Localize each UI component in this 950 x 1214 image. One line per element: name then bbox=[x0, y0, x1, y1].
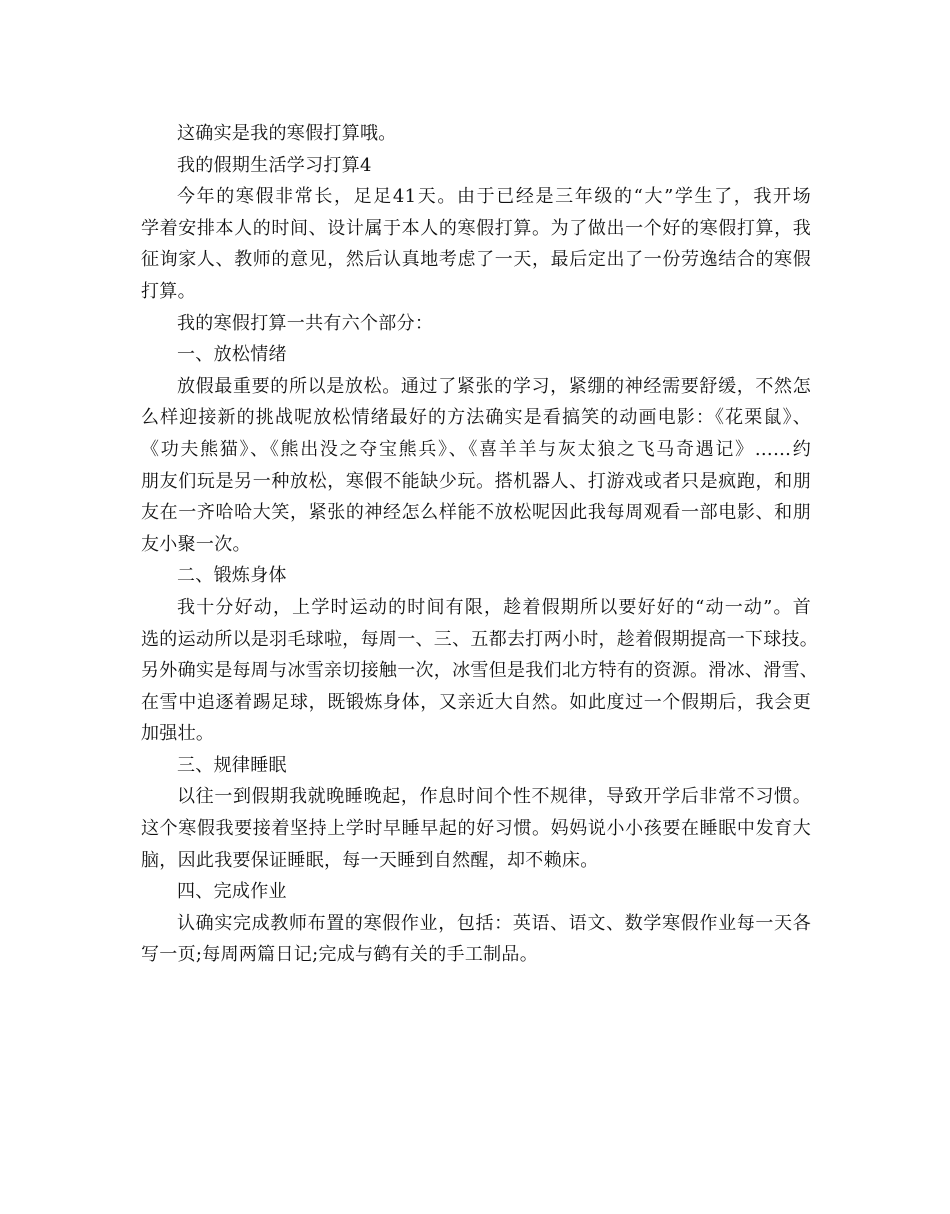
text-line: 这确实是我的寒假打算哦。 bbox=[177, 123, 397, 144]
text-line: 放假最重要的所以是放松。通过了紧张的学习，紧绷的神经需要舒缓，不然怎 bbox=[177, 375, 811, 397]
text-line: 朋友们玩是另一种放松，寒假不能缺少玩。搭机器人、打游戏或者只是疯跑，和朋 bbox=[141, 470, 811, 492]
text-line: 我十分好动，上学时运动的时间有限，趁着假期所以要好好的“动一动”。首 bbox=[177, 596, 811, 618]
text-line: 我的寒假打算一共有六个部分： bbox=[177, 312, 434, 334]
text-line: 选的运动所以是羽毛球啦，每周一、三、五都去打两小时，趁着假期提高一下球技。 bbox=[141, 628, 819, 650]
text-line: 以往一到假期我就晚睡晚起，作息时间个性不规律，导致开学后非常不习惯。 bbox=[177, 786, 811, 808]
text-line: 一、放松情绪 bbox=[177, 344, 287, 366]
text-line: 友在一齐哈哈大笑，紧张的神经怎么样能不放松呢因此我每周观看一部电影、和朋 bbox=[141, 502, 811, 524]
text-line: 学着安排本人的时间、设计属于本人的寒假打算。为了做出一个好的寒假打算，我 bbox=[141, 217, 811, 239]
text-line: 友小聚一次。 bbox=[141, 533, 251, 555]
document-body bbox=[141, 118, 819, 971]
text-line: 么样迎接新的挑战呢放松情绪最好的方法确实是看搞笑的动画电影：《花栗鼠》、 bbox=[141, 407, 811, 429]
text-line: 二、锻炼身体 bbox=[177, 565, 287, 587]
text-line: 加强壮。 bbox=[141, 723, 215, 745]
text-line: 四、完成作业 bbox=[177, 881, 287, 903]
text-line: 另外确实是每周与冰雪亲切接触一次，冰雪但是我们北方特有的资源。滑冰、滑雪、 bbox=[141, 660, 819, 682]
text-line: 在雪中追逐着踢足球，既锻炼身体，又亲近大自然。如此度过一个假期后，我会更 bbox=[141, 691, 811, 713]
text-line: 我的假期生活学习打算4 bbox=[177, 154, 372, 176]
text-line: 征询家人、教师的意见，然后认真地考虑了一天，最后定出了一份劳逸结合的寒假 bbox=[141, 249, 811, 271]
text-line: 今年的寒假非常长，足足41天。由于已经是三年级的“大”学生了，我开场 bbox=[177, 186, 811, 208]
text-line: 打算。 bbox=[141, 280, 196, 302]
text-line: 认确实完成教师布置的寒假作业，包括：英语、语文、数学寒假作业每一天各 bbox=[177, 912, 811, 934]
text-line: 这个寒假我要接着坚持上学时早睡早起的好习惯。妈妈说小小孩要在睡眠中发育大 bbox=[141, 818, 811, 840]
text-line: 三、规律睡眠 bbox=[177, 754, 287, 776]
text-line: 《功夫熊猫》、《熊出没之夺宝熊兵》、《喜羊羊与灰太狼之飞马奇遇记》……约 bbox=[141, 438, 811, 460]
text-line: 写一页;每周两篇日记;完成与鹤有关的手工制品。 bbox=[141, 944, 539, 966]
text-line: 脑，因此我要保证睡眠，每一天睡到自然醒，却不赖床。 bbox=[141, 849, 599, 871]
